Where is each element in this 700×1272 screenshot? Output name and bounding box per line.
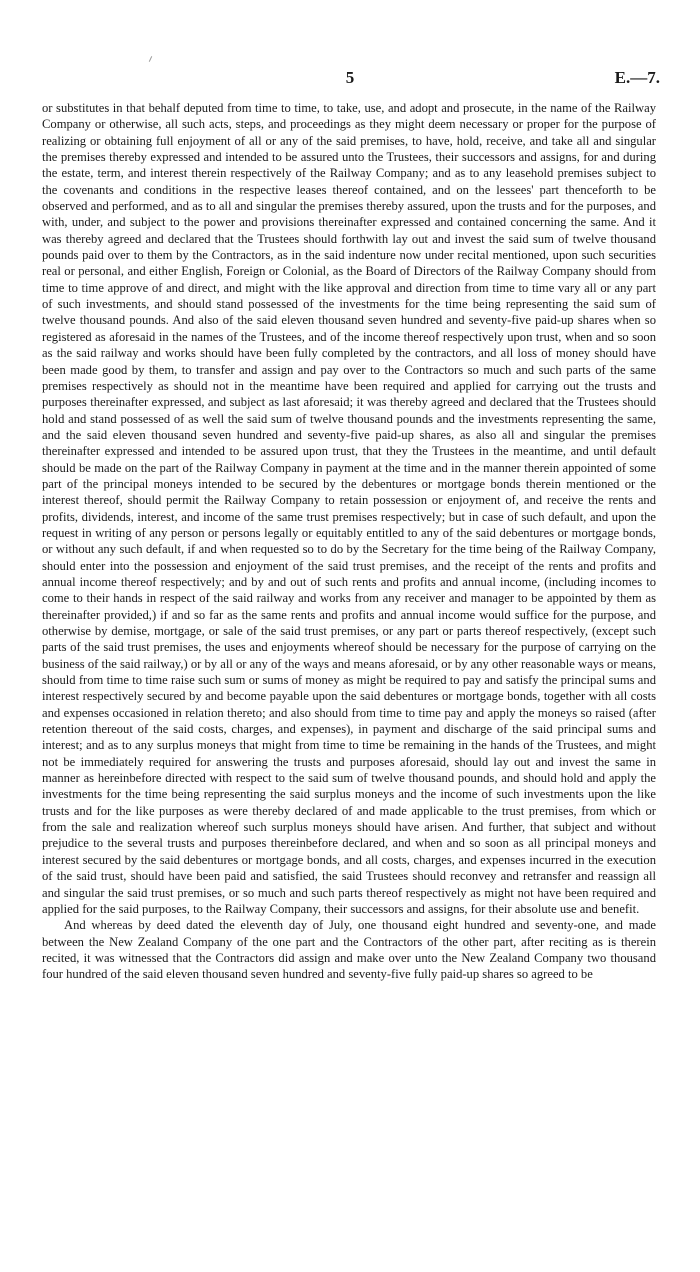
document-reference: E.—7. (614, 68, 660, 87)
paragraph-continuation: or substitutes in that behalf deputed from time to time, to take, use, and adopt and prosecute, in the name of the Railway Company or otherwise, all such acts, steps, and proceedings as they might deem necessary or proper for the purpose of realizing or obtaining full enjoyment of all or any of the said premises, to have, hold, receive, and take all and singular the premises thereby expressed and intended to be assured unto the Trustees, their successors and assigns, for and during the estate, term, and interest therein respectively of the Railway Company; and as to any leasehold premises subject to the covenants and conditions in the respective leases thereof contained, and on the lessees' part thenceforth to be observed and performed, and as to all and singular the premises thereby assured, upon the trusts and for the purposes, and with, under, and subject to the power and provisions thereinafter expressed and contained concerning the same. And it was thereby agreed and declared that the Trustees should forthwith lay out and invest the said sum of twelve thousand pounds paid over to them by the Contractors, as in the said indenture now under recital mentioned, upon such securities real or personal, and either English, Foreign or Colonial, as the Board of Directors of the Railway Company should from time to time approve of and direct, and might with the like approval and direction from time to time vary all or any part of such investments, and should stand possessed of the investments for the time being representing the said sum of twelve thousand pounds. And also of the said eleven thousand seven hundred and seventy-five paid-up shares when so registered as aforesaid in the names of the Trustees, and of the income thereof respectively upon trust, when and so soon as the said railway and works should have been fully completed by the contractors, and all loss of money should have been made good by them, to transfer and assign and pay over to the Contractors so much and such parts of the same premises respectively as should not in the meantime have been required and applied for carrying out the trusts and purposes thereinafter expressed, and subject as last aforesaid; it was thereby agreed and declared that the Trustees should hold and stand possessed of as well the said sum of twelve thousand pounds and the investments representing the same, and the said eleven thousand seven hundred and seventy-five paid-up shares, as also all and singular the premises thereinafter expressed and intended to be assured upon trust, that they the Trustees in the meantime, and until default should be made on the part of the Railway Company in payment at the time and in the manner therein appointed of some part of the principal moneys intended to be secured by the debentures or mortgage bonds therein mentioned or the interest thereof, should permit the Railway Company to retain possession or enjoyment of, and receive the rents and profits, dividends, interest, and income of the same trust premises respectively; but in case of such default, and upon the request in writing of any person or persons legally or equitably entitled to any of the said debentures or mortgage bonds, or without any such default, if and when requested so to do by the Secretary for the time being of the Railway Company, should enter into the possession and enjoyment of the said trust premises, and the receipt of the rents and profits and annual income thereof respectively; and by and out of such rents and profits and annual income, (including incomes to come to their hands in respect of the said railway and works from any receiver and manager to be appointed by them as thereinafter provided,) if and so far as the same rents and profits and annual income would suffice for the purpose, and otherwise by demise, mortgage, or sale of the said trust premises, or any part or parts thereof respectively, (except such parts of the said trust premises, the uses and enjoyments whereof should be necessary for the purpose of carrying on the business of the said railway,) or by all or any of the ways and means aforesaid, or by any other reasonable ways or means, should from time to time raise such sum or sums of money as might be required to pay and satisfy the principal sums and interest respectively secured by and become payable upon the said debentures or mortgage bonds, together with all costs and expenses occasioned in relation thereto; and also should from time to time pay and apply the moneys so raised (after retention thereout of the said costs, charges, and expenses), in payment and discharge of the said principal sums and interest; and as to any surplus moneys that might from time to time be remaining in the hands of the Trustees, and might not be immediately required for answering the trusts and purposes aforesaid, should lay out and invest the same in manner as hereinbefore directed with respect to the said sum of twelve thousand pounds, and should hold and apply the investments for the time being representing the said surplus moneys and the income of such investments upon the like trusts and for the like purposes as were thereby declared of and made applicable to the trust premises, from which or from the sale and realization whereof such surplus moneys should have arisen. And further, that subject and without prejudice to the several trusts and purposes thereinbefore declared, and when and so soon as all principal moneys and interest secured by the said debentures or mortgage bonds, and all costs, charges, and expenses incurred in the execution of the said trust, should have been paid and satisfied, the said Trustees should reconvey and retransfer and reassign all and singular the said trust premises, or so much and such parts thereof respectively as might not have been required and applied for the said purposes, to the Railway Company, their successors and assigns, for their absolute use and benefit. (42, 101, 656, 916)
paragraph-deed-recital: And whereas by deed dated the eleventh day of July, one thousand eight hundred and seventy-one, and made between the New Zealand Company of the one part and the Contractors of the other part, after reciting as is therein recited, it was witnessed that the Contractors did assign and make over unto the New Zealand Company two thousand four hundred of the said eleven thousand seven hundred and seventy-five fully paid-up shares so agreed to be (42, 918, 656, 982)
page-number: 5 (345, 68, 355, 87)
body-text (42, 100, 656, 983)
stray-pen-mark (149, 56, 152, 62)
page-header (44, 68, 660, 90)
